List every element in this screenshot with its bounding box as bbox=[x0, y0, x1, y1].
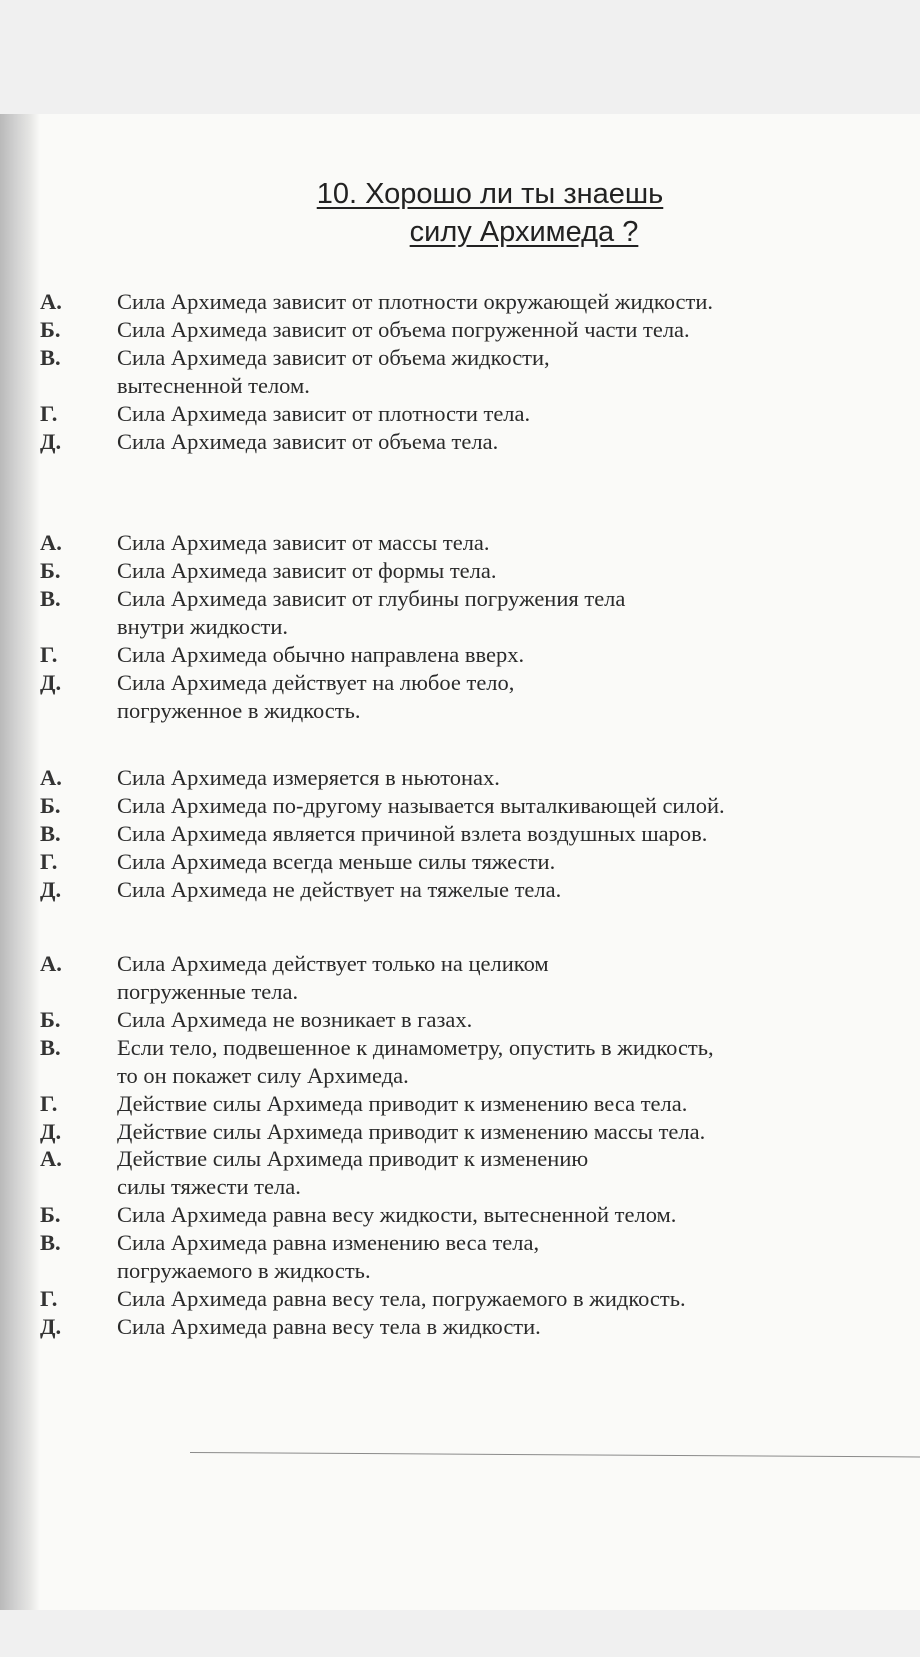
statement-group bbox=[0, 529, 920, 725]
statement-item bbox=[0, 1034, 920, 1090]
statement-letter: Д. bbox=[40, 1314, 62, 1339]
statement-text bbox=[0, 950, 920, 1006]
statement-text bbox=[0, 1313, 920, 1341]
statement-line: Сила Архимеда является причиной взлета воздушных шаров. bbox=[117, 821, 708, 846]
statement-item bbox=[0, 529, 920, 557]
statement-letter: Г. bbox=[40, 1091, 58, 1116]
statement-group bbox=[0, 764, 920, 904]
statement-letter: А. bbox=[40, 289, 62, 314]
statement-text bbox=[0, 1145, 920, 1201]
statement-line: Сила Архимеда не действует на тяжелые тела. bbox=[117, 877, 562, 902]
statement-letter: Д. bbox=[40, 877, 62, 902]
statement-text bbox=[0, 1090, 920, 1118]
statement-line: Сила Архимеда равна весу жидкости, вытесненной телом. bbox=[117, 1202, 677, 1227]
statement-line: Сила Архимеда зависит от массы тела. bbox=[117, 530, 490, 555]
statement-letter: Б. bbox=[40, 1007, 61, 1032]
statement-group bbox=[0, 950, 920, 1146]
page-title-line-2: силу Архимеда ? bbox=[409, 216, 639, 248]
statement-item bbox=[0, 316, 920, 344]
statement-letter: В. bbox=[40, 821, 61, 846]
statement-item bbox=[0, 641, 920, 669]
statement-item bbox=[0, 428, 920, 456]
statement-item bbox=[0, 1145, 920, 1201]
statement-item bbox=[0, 950, 920, 1006]
statement-item bbox=[0, 1090, 920, 1118]
statement-group bbox=[0, 288, 920, 456]
statement-item bbox=[0, 344, 920, 400]
statement-letter: В. bbox=[40, 1035, 61, 1060]
statement-continuation-line: погруженное в жидкость. bbox=[117, 698, 361, 723]
statement-line: Сила Архимеда равна весу тела в жидкости. bbox=[117, 1314, 541, 1339]
statement-line: Сила Архимеда зависит от плотности тела. bbox=[117, 401, 531, 426]
statement-line: Сила Архимеда измеряется в ньютонах. bbox=[117, 765, 500, 790]
statement-item bbox=[0, 400, 920, 428]
statement-item bbox=[0, 764, 920, 792]
statement-line: Действие силы Архимеда приводит к изменению массы тела. bbox=[117, 1119, 706, 1144]
statement-line: Сила Архимеда зависит от объема тела. bbox=[117, 429, 499, 454]
statement-line: Сила Архимеда зависит от объема жидкости, bbox=[117, 345, 550, 370]
statement-line: Сила Архимеда обычно направлена вверх. bbox=[117, 642, 525, 667]
statement-text bbox=[0, 428, 920, 456]
statement-text bbox=[0, 876, 920, 904]
statement-continuation-line: то он покажет силу Архимеда. bbox=[117, 1063, 409, 1088]
statement-group bbox=[0, 1145, 920, 1341]
statement-text bbox=[0, 792, 920, 820]
statement-text bbox=[0, 764, 920, 792]
statement-text bbox=[0, 848, 920, 876]
statement-line: Сила Архимеда действует только на целиком bbox=[117, 951, 549, 976]
statement-item bbox=[0, 557, 920, 585]
statement-letter: Г. bbox=[40, 849, 58, 874]
statement-text bbox=[0, 1034, 920, 1090]
statement-line: Сила Архимеда не возникает в газах. bbox=[117, 1007, 473, 1032]
statement-continuation-line: вытесненной телом. bbox=[117, 373, 310, 398]
statement-continuation-line: внутри жидкости. bbox=[117, 614, 289, 639]
statement-letter: Г. bbox=[40, 401, 58, 426]
statement-line: Сила Архимеда зависит от глубины погружения тела bbox=[117, 586, 626, 611]
statement-text bbox=[0, 557, 920, 585]
statement-letter: Б. bbox=[40, 317, 61, 342]
statement-letter: Б. bbox=[40, 793, 61, 818]
statement-line: Сила Архимеда равна весу тела, погружаемого в жидкость. bbox=[117, 1286, 686, 1311]
book-page bbox=[0, 114, 920, 1610]
statement-item bbox=[0, 792, 920, 820]
statement-letter: Д. bbox=[40, 1119, 62, 1144]
statement-continuation-line: погружаемого в жидкость. bbox=[117, 1258, 371, 1283]
statement-text bbox=[0, 1201, 920, 1229]
statement-letter: Б. bbox=[40, 558, 61, 583]
statement-letter: В. bbox=[40, 345, 61, 370]
statement-item bbox=[0, 669, 920, 725]
statement-item bbox=[0, 1006, 920, 1034]
statement-item bbox=[0, 1285, 920, 1313]
statement-item bbox=[0, 848, 920, 876]
statement-line: Сила Архимеда зависит от формы тела. bbox=[117, 558, 497, 583]
statement-text bbox=[0, 344, 920, 400]
statement-letter: Д. bbox=[40, 670, 62, 695]
statement-text bbox=[0, 641, 920, 669]
statement-item bbox=[0, 1229, 920, 1285]
statement-item bbox=[0, 1313, 920, 1341]
statement-line: Сила Архимеда зависит от плотности окружающей жидкости. bbox=[117, 289, 714, 314]
statement-line: Сила Архимеда зависит от объема погруженной части тела. bbox=[117, 317, 690, 342]
bottom-divider bbox=[190, 1452, 920, 1457]
statement-letter: А. bbox=[40, 951, 62, 976]
statement-line: Если тело, подвешенное к динамометру, опустить в жидкость, bbox=[117, 1035, 714, 1060]
statement-text bbox=[0, 1006, 920, 1034]
statement-letter: А. bbox=[40, 530, 62, 555]
statement-line: Сила Архимеда всегда меньше силы тяжести. bbox=[117, 849, 556, 874]
statement-text bbox=[0, 529, 920, 557]
statement-item bbox=[0, 1118, 920, 1146]
statement-text bbox=[0, 316, 920, 344]
statement-continuation-line: силы тяжести тела. bbox=[117, 1174, 301, 1199]
statement-letter: В. bbox=[40, 586, 61, 611]
statement-letter: В. bbox=[40, 1230, 61, 1255]
statement-item bbox=[0, 876, 920, 904]
statement-item bbox=[0, 1201, 920, 1229]
statement-line: Действие силы Архимеда приводит к изменению bbox=[117, 1146, 589, 1171]
statement-line: Сила Архимеда равна изменению веса тела, bbox=[117, 1230, 540, 1255]
statement-letter: Д. bbox=[40, 429, 62, 454]
statement-continuation-line: погруженные тела. bbox=[117, 979, 299, 1004]
statement-text bbox=[0, 288, 920, 316]
statement-text bbox=[0, 1229, 920, 1285]
statement-item bbox=[0, 585, 920, 641]
statement-line: Действие силы Архимеда приводит к изменению веса тела. bbox=[117, 1091, 688, 1116]
statement-text bbox=[0, 585, 920, 641]
statement-letter: Г. bbox=[40, 1286, 58, 1311]
statement-item bbox=[0, 288, 920, 316]
statement-letter: А. bbox=[40, 1146, 62, 1171]
statement-letter: А. bbox=[40, 765, 62, 790]
statement-text bbox=[0, 1285, 920, 1313]
statement-line: Сила Архимеда по-другому называется выталкивающей силой. bbox=[117, 793, 725, 818]
statement-text bbox=[0, 1118, 920, 1146]
statement-text bbox=[0, 400, 920, 428]
statement-text bbox=[0, 669, 920, 725]
statement-letter: Г. bbox=[40, 642, 58, 667]
page-title-line-1: 10. Хорошо ли ты знаешь bbox=[316, 178, 664, 210]
statement-item bbox=[0, 820, 920, 848]
statement-line: Сила Архимеда действует на любое тело, bbox=[117, 670, 515, 695]
statement-letter: Б. bbox=[40, 1202, 61, 1227]
statement-text bbox=[0, 820, 920, 848]
